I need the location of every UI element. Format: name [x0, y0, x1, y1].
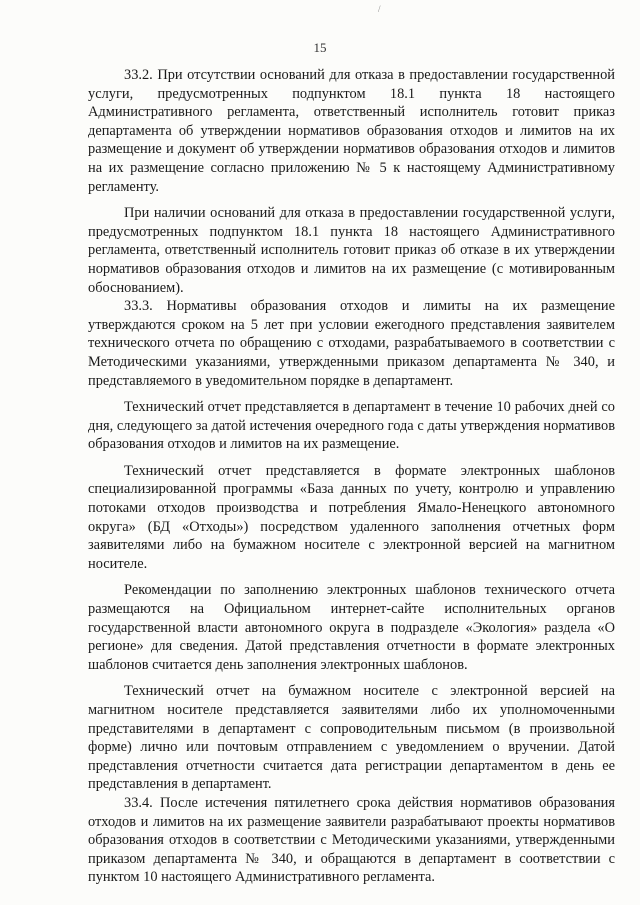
paragraph-refusal: При наличии оснований для отказа в предоставлении государственной услуги, предусмотренных подпунктом 18.1 пункта 18 настоящего Административного регламента, ответственный исполнитель готовит приказ об отказе в их утверждении нормативов образования отходов и лимитов на их размещение (с мотивированным обоснованием).: [88, 205, 615, 296]
paragraph-paper-report: Технический отчет на бумажном носителе с электронной версией на магнитном носителе представляется заявителями либо их уполномоченными представителями в департамент с сопроводительным письмом (в произвольной форме) лично или почтовым отправлением с уведомлением о вручении. Датой представления отчетности считается дата регистрации департаментом в день ее представления в департамент.: [88, 683, 615, 793]
paragraph-report-deadline: Технический отчет представляется в департамент в течение 10 рабочих дней со дня, следующего за датой истечения очередного года с даты утверждения нормативов образования отходов и лимитов на их размещение.: [88, 399, 615, 453]
document-body: [88, 66, 615, 887]
paragraph-33-2: 33.2. При отсутствии оснований для отказа в предоставлении государственной услуги, предусмотренных подпунктом 18.1 пункта 18 настоящего Административного регламента, ответственный исполнитель готовит приказ департамента об утверждении нормативов образования отходов и лимитов на их размещение и документ об утверждении нормативов образования отходов и лимитов на их размещение согласно приложению № 5 к настоящему Административному регламенту.: [88, 67, 615, 195]
paragraph-report-format: Технический отчет представляется в формате электронных шаблонов специализированной программы «База данных по учету, контролю и управлению потоками отходов производства и потребления Ямало-Ненецкого автономного округа» (БД «Отходы») посредством удаленного заполнения отчетных форм заявителями либо на бумажном носителе с электронной версией на магнитном носителе.: [88, 462, 615, 572]
page-number: 15: [313, 40, 327, 55]
paragraph-33-3: 33.3. Нормативы образования отходов и лимиты на их размещение утверждаются сроком на 5 лет при условии ежегодного представления заявителем технического отчета по обращению с отходами, разрабатываемого в соответствии с Методическими указаниями, утвержденными приказом департамента № 340, и представляемого в уведомительном порядке в департамент.: [88, 298, 615, 389]
paragraph-33-4: 33.4. После истечения пятилетнего срока действия нормативов образования отходов и лимитов на их размещение заявители разрабатывают проекты нормативов образования отходов в соответствии с Методическими указаниями, утвержденными приказом департамента № 340, и обращаются в департамент в соответствии с пунктом 10 настоящего Административного регламента.: [88, 794, 615, 886]
paragraph-recommendations: Рекомендации по заполнению электронных шаблонов технического отчета размещаются на Официальном интернет-сайте исполнительных органов государственной власти автономного округа в подразделе «Экология» раздела «О регионе» для сведения. Датой представления отчетности в формате электронных шаблонов считается день заполнения электронных шаблонов.: [88, 582, 615, 673]
scan-mark: /: [378, 4, 381, 14]
